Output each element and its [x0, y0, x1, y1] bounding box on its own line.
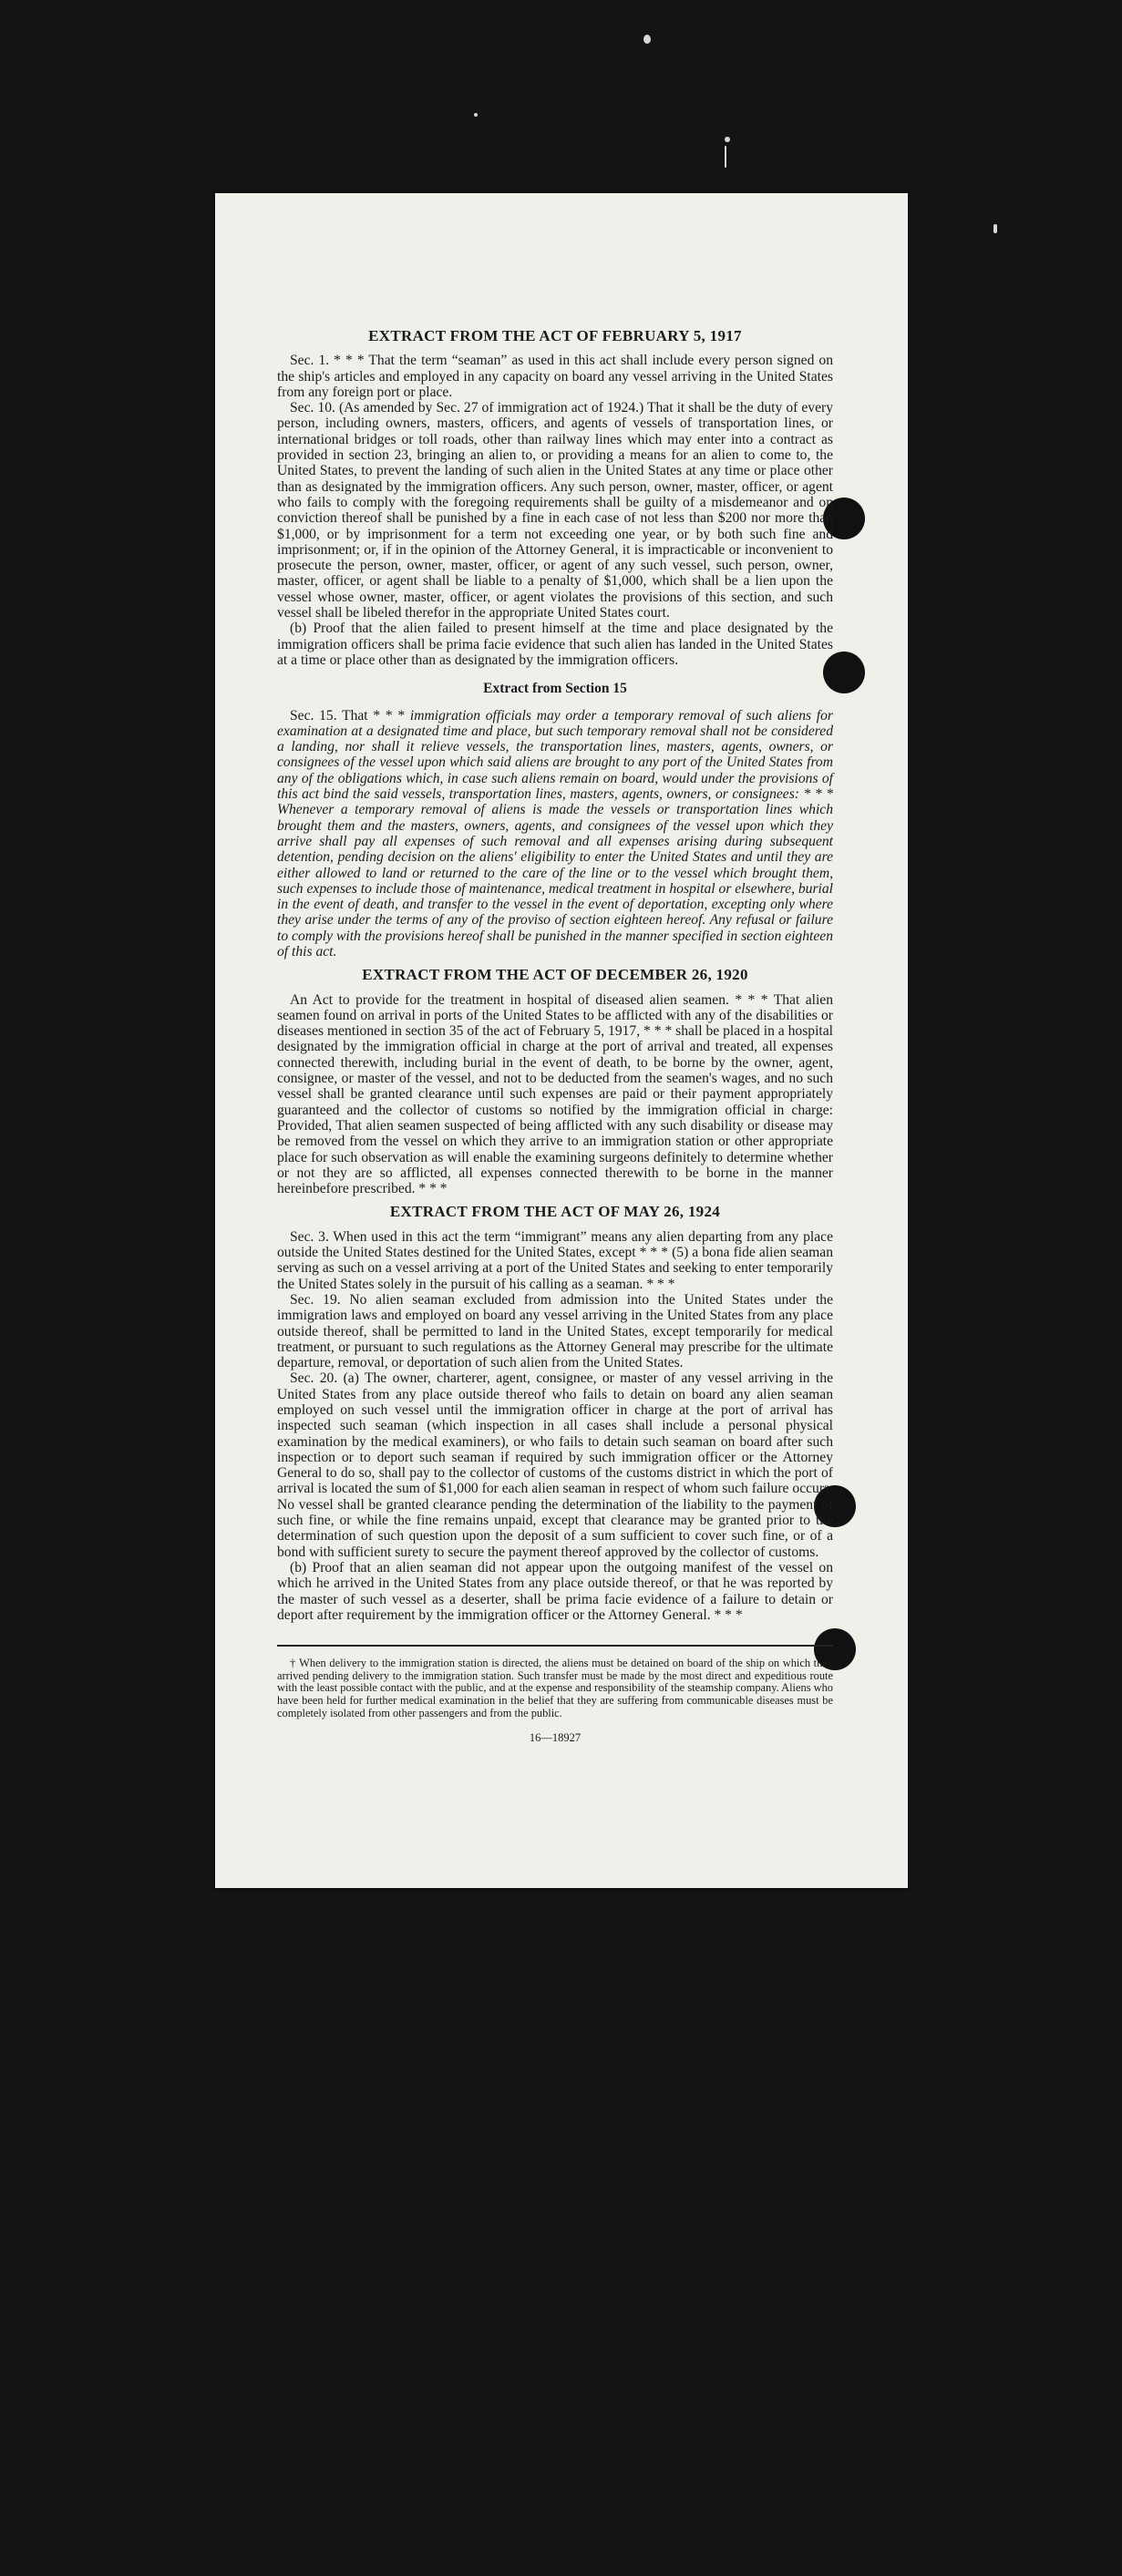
subheading-section-15: Extract from Section 15 [483, 681, 627, 697]
scan-speck [643, 35, 651, 44]
section-heading-1920: EXTRACT FROM THE ACT OF DECEMBER 26, 1920 [362, 966, 748, 984]
paragraph-sec-10-b: (b) Proof that the alien failed to present himself at the time and place designated by the immigration officers shall be prima facie evidence that such alien has landed in the United States at a time or place other than as designated by the immigration officers. [277, 621, 833, 668]
paragraph-sec-20-b: (b) Proof that an alien seaman did not appear upon the outgoing manifest of the vessel on which he arrived in the United States from any place outside thereof, or that he was reported by the master of such vessel as a deserter, shall be prima facie evidence of a failure to detain or deport after requirement by the immigration officer or the Attorney General. * * * [277, 1559, 833, 1623]
print-code: 16—18927 [529, 1731, 582, 1745]
document-page [215, 193, 908, 1888]
paragraph-sec-3: Sec. 3. When used in this act the term “immigrant” means any alien departing from any place outside the United States destined for the United States, except * * * (5) a bona fide alien seaman serving as such on a vessel arriving at a port of the United States and seeking to enter temporarily the United States solely in the pursuit of his calling as a seaman. * * * [277, 1228, 833, 1292]
scan-speck [725, 137, 730, 142]
paragraph-sec-15 [277, 708, 833, 960]
paragraph-sec-1: Sec. 1. * * * That the term “seaman” as used in this act shall include every person signed on the ship's articles and employed in any capacity on board any vessel arriving in the United States from any foreign port or place. [277, 353, 833, 400]
section-heading-1924: EXTRACT FROM THE ACT OF MAY 26, 1924 [389, 1203, 721, 1221]
paragraph-sec-19: Sec. 19. No alien seaman excluded from admission into the United States under the immigration laws and employed on board any vessel arriving in the United States from any place outside thereof, shall be permitted to land in the United States, except temporarily for medical treatment, or pursuant to such regulations as the Attorney General may prescribe for the ultimate departure, removal, or deportation of such alien from the United States. [277, 1291, 833, 1371]
paragraph-sec-20-a: Sec. 20. (a) The owner, charterer, agent, consignee, or master of any vessel arriving in the United States from any place outside thereof who fails to detain on board any alien seaman employed on such vessel until the immigration officer in charge at the port of arrival has inspected such seaman (which inspection in all cases shall include a personal physical examination by the medical examiners), or who fails to detain such seaman on board after such inspection or to deport such seaman if required by such immigration officer or the Attorney General to do so, shall pay to the collector of customs of the customs district in which the port of arrival is located the sum of $1,000 for each alien seaman in respect of whom such failure occurs. No vessel shall be granted clearance pending the determination of the liability to the payment of such fine, or while the fine remains unpaid, except that clearance may be granted prior to the determination of such question upon the deposit of a sum sufficient to cover such fine, or of a bond with sufficient surety to secure the payment thereof approved by the collector of customs. [277, 1370, 833, 1560]
paragraph-sec-10: Sec. 10. (As amended by Sec. 27 of immigration act of 1924.) That it shall be the duty of every person, including owners, masters, officers, and agents of vessels of transportation lines, or international bridges or toll roads, other than railway lines which may enter into a contract as provided in section 23, bringing an alien to, or providing a means for an alien to come to, the United States, to prevent the landing of such alien in the United States at any time or place other than as designated by the immigration officers. Any such person, owner, master, officer, or agent who fails to comply with the foregoing requirements shall be guilty of a misdemeanor and on conviction thereof shall be punished by a fine in each case of not less than $200 nor more than $1,000, or by imprisonment for a term not exceeding one year, or by both such fine and imprisonment; or, if in the opinion of the Attorney General, it is impracticable or inconvenient to prosecute the person, owner, master, officer, or agent of any such vessel, such person, owner, master, officer, or agent shall be liable to a penalty of $1,000, which shall be a lien upon the vessel whose owner, master, officer, or agent violates the provisions of this section, and such vessel shall be libeled therefor in the appropriate United States court. [277, 400, 833, 621]
footnote-divider [277, 1645, 833, 1647]
sec-15-italic-text: immigration officials may order a temporary removal of such aliens for examination at a designated time and place, but such temporary removal shall not be considered a landing, nor shall it relieve vessels, the transportation lines, masters, agents, owners, or consignees of the vessel upon which said aliens are brought to any port of the United States from any of the obligations which, in case such aliens remain on board, would under the provisions of this act bind the said vessels, transportation lines, masters, agents, owners, or consignees: * * * Whenever a temporary removal of aliens is made the vessels or transportation lines which brought them and the masters, owners, agents, and consignees of the vessel upon which they arrive shall pay all expenses of such removal and all expenses arising during subsequent detention, pending decision on the aliens' eligibility to enter the United States and until they are either allowed to land or returned to the care of the line or to the vessel which brought them, such expenses to include those of maintenance, medical treatment in hospital or elsewhere, burial in the event of death, and transfer to the vessel in the event of deportation, excepting only where they arise under the terms of any of the proviso of section eighteen hereof. Any refusal or failure to comply with the provisions hereof shall be punished in the manner specified in section eighteen of this act. [277, 707, 833, 960]
section-heading-1917: EXTRACT FROM THE ACT OF FEBRUARY 5, 1917 [368, 327, 742, 344]
paragraph-act-1920: An Act to provide for the treatment in hospital of diseased alien seamen. * * * That alien seamen found on arrival in ports of the United States to be afflicted with any of the disabilities or diseases mentioned in section 35 of the act of February 5, 1917, * * * shall be placed in a hospital designated by the immigration official in charge at the port of arrival and treated, all expenses connected therewith, including burial in the event of death, to be borne by the owner, agent, consignee, or master of the vessel, and not to be deducted from the seamen's wages, and no such vessel shall be granted clearance until such expenses are paid or their payment appropriately guaranteed and the collector of customs so notified by the immigration official in charge: Provided, That alien seamen suspected of being afflicted with any such disability or disease may be removed from the vessel on which they arrive to an immigration station or other appropriate place for such observation as will enable the examining surgeons definitely to determine whether or not they are so afflicted, all expenses connected therewith to be borne in the manner hereinbefore prescribed. * * * [277, 991, 833, 1197]
scan-speck [993, 224, 997, 233]
document-content [277, 328, 833, 1746]
scan-speck [474, 113, 478, 117]
sec-15-lead: Sec. 15. That * * * [290, 707, 410, 724]
footnote: † When delivery to the immigration station is directed, the aliens must be detained on board of the ship on which they arrived pending delivery to the immigration station. Such transfer must be made by the most direct and expeditious route with the least possible contact with the public, and at the expense and responsibility of the steamship company. Aliens who have been held for further medical examination in the belief that they are suffering from communicable diseases must be completely isolated from other passengers and from the public. [277, 1657, 833, 1719]
scan-speck [725, 146, 726, 168]
